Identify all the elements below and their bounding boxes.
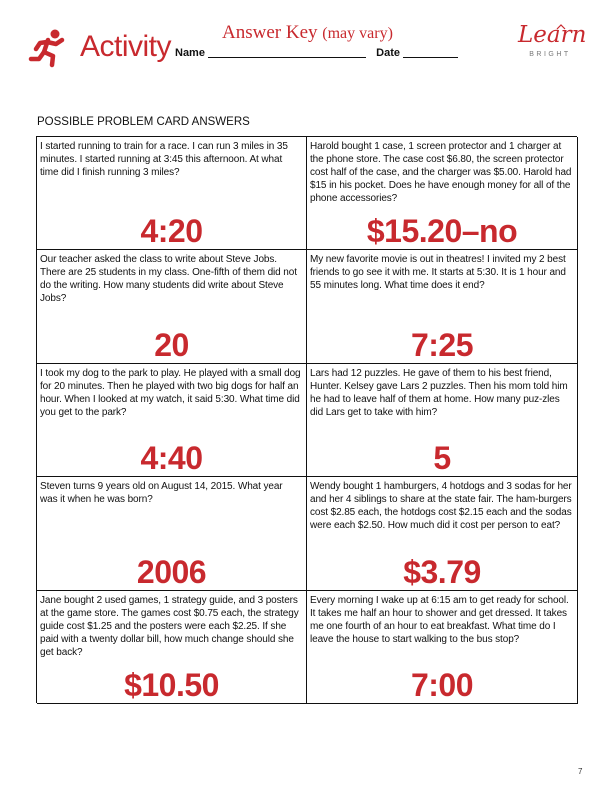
problem-card: [37, 250, 307, 363]
name-date-line: [175, 45, 458, 60]
card-question: I took my dog to the park to play. He played with a small dog for 20 minutes. Then he played with two big dogs for half an hour. When I looked at my watch, it said 5:30. What time did you get to the park?: [40, 367, 301, 418]
problem-card: [37, 137, 307, 250]
card-question: Steven turns 9 years old on August 14, 2015. What year was it when he was born?: [40, 481, 283, 506]
problem-card-grid: [36, 136, 577, 703]
problem-card: [307, 137, 578, 250]
problem-card: [37, 591, 307, 704]
problem-card: [307, 364, 578, 477]
logo-learn-text: Learn: [518, 22, 587, 48]
card-question: Lars had 12 puzzles. He gave of them to his best friend, Hunter. Kelsey gave Lars 2 puzzles. Then his mom told him he had to leave half of them at home. How many puz-zles did Lars get to take with him?: [310, 367, 568, 418]
answer-key-main: Answer Key: [222, 22, 318, 43]
card-answer: 7:00: [410, 666, 474, 703]
card-answer: 20: [154, 326, 189, 363]
learn-bright-logo: [518, 22, 587, 66]
card-answer: 2006: [136, 553, 207, 590]
card-question: Every morning I wake up at 6:15 am to get ready for school. It takes me half an hour to shower and get dressed. It takes me one fourth of an hour to eat breakfast. What time do I leave the house to start walking to the bus stop?: [310, 594, 569, 645]
answer-key-note: (may vary): [322, 25, 393, 42]
problem-card: [37, 477, 307, 590]
name-field[interactable]: [208, 45, 366, 58]
running-person-icon: [28, 28, 72, 68]
answer-key-heading: [222, 23, 393, 42]
card-answer: 4:40: [140, 440, 203, 477]
card-answer: 7:25: [410, 326, 474, 363]
card-answer: 4:20: [140, 213, 203, 250]
date-label: Date: [376, 47, 400, 59]
card-question: I started running to train for a race. I can run 3 miles in 35 minutes. I started running at 3:45 this afternoon. At what time did I finish running 3 miles?: [40, 141, 288, 178]
problem-card: [37, 364, 307, 477]
problem-card: [307, 477, 578, 590]
card-question: Wendy bought 1 hamburgers, 4 hotdogs and 3 sodas for her and her 4 siblings to share at the state fair. The ham-burgers cost $2.85 each, the hotdogs cost $2.15 each and the sodas were each $2.50. How much did it cost per person to eat?: [310, 481, 572, 532]
card-question: Our teacher asked the class to write about Steve Jobs. There are 25 students in my class. One-fifth of them did not do the writing. How many students did write about Steve Jobs?: [40, 254, 297, 305]
page-number: 7: [578, 767, 583, 776]
activity-title: Activity: [80, 30, 172, 63]
card-answer: $10.50: [124, 666, 219, 703]
card-question: Jane bought 2 used games, 1 strategy guide, and 3 posters at the game store. The games cost $0.75 each, the strategy guide cost $1.25 and the posters were each $2.25. If she paid with a twenty dollar bill, how much change should she get back?: [40, 594, 299, 658]
logo-bright-text: BRIGHT: [529, 51, 571, 58]
card-answer: 5: [433, 440, 451, 477]
card-question: My new favorite movie is out in theatres! I invited my 2 best friends to go see it with me. It starts at 5:30. It is 1 hour and 55 minutes long. What time does it end?: [310, 254, 566, 292]
card-answer: $15.20–no: [366, 213, 518, 250]
problem-card: [307, 591, 578, 704]
card-question: Harold bought 1 case, 1 screen protector and 1 charger at the phone store. The case cost $6.80, the screen protector cost half of the case, and the charger was $5.00. Harold had $15 in his pocket. Does he have enough money for all of the phone accessories?: [310, 141, 572, 204]
section-title: POSSIBLE PROBLEM CARD ANSWERS: [37, 116, 250, 128]
date-field[interactable]: [403, 45, 458, 58]
card-answer: $3.79: [403, 553, 481, 590]
problem-card: [307, 250, 578, 363]
name-label: Name: [175, 47, 205, 59]
